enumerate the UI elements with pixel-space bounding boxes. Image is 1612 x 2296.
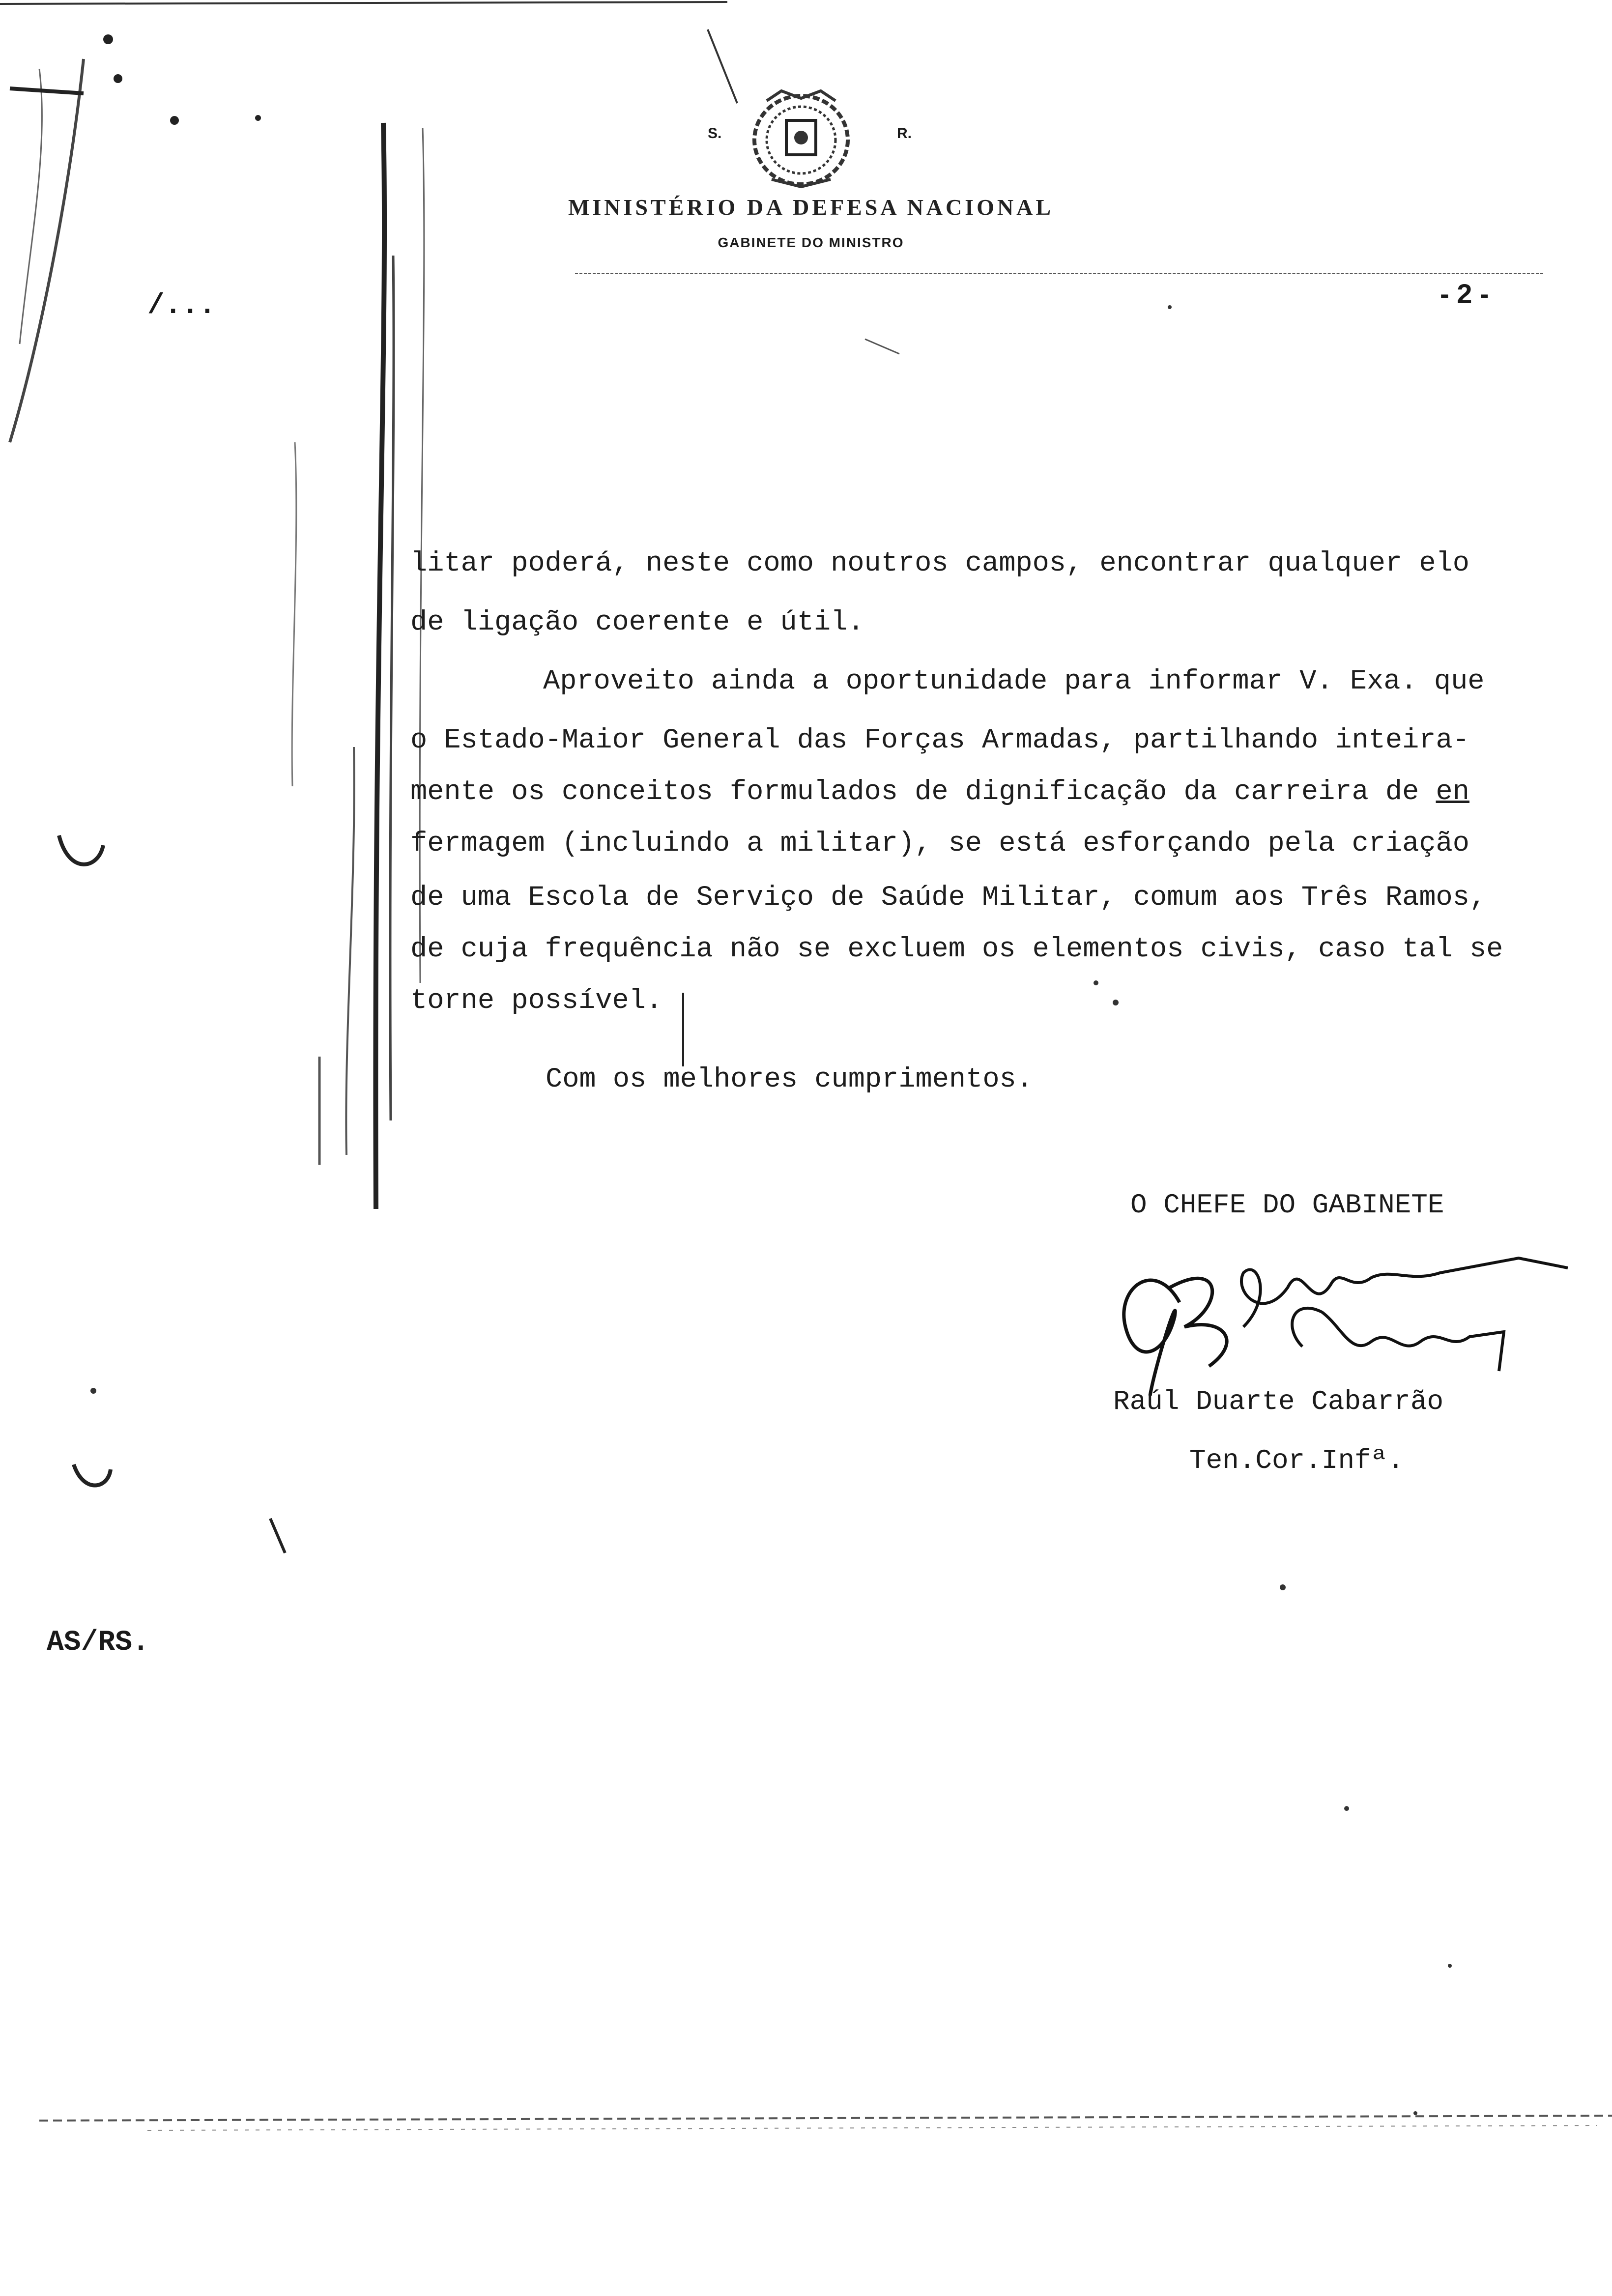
body-line-5	[410, 776, 1469, 808]
body-line-2: de ligação coerente e útil.	[410, 607, 864, 638]
reference-initials: AS/RS.	[47, 1627, 149, 1659]
body-line-8: de cuja frequência não se excluem os elementos civis, caso tal se	[410, 934, 1503, 965]
body-line-7: de uma Escola de Serviço de Saúde Militar, comum aos Três Ramos,	[410, 882, 1487, 914]
signer-rank: Ten.Cor.Infª.	[1189, 1445, 1404, 1476]
body-line-9: torne possível.	[410, 985, 663, 1017]
body-line-4: o Estado-Maior General das Forças Armadas, partilhando inteira-	[410, 725, 1469, 756]
letterhead-initial-right: R.	[897, 125, 912, 142]
closing-line: Com os melhores cumprimentos.	[546, 1064, 1033, 1095]
letterhead-initial-left: S.	[708, 125, 722, 142]
ministry-title: MINISTÉRIO DA DEFESA NACIONAL	[568, 195, 1054, 220]
chief-title: O CHEFE DO GABINETE	[1130, 1189, 1444, 1221]
page-number: - 2 -	[1440, 278, 1489, 309]
signer-name: Raúl Duarte Cabarrão	[1113, 1386, 1444, 1417]
body-line-5-text: mente os conceitos formulados de dignificação da carreira de	[410, 776, 1436, 808]
body-line-5-underlined: en	[1436, 776, 1469, 808]
cabinet-subtitle: GABINETE DO MINISTRO	[718, 235, 904, 250]
body-line-3: Aproveito ainda a oportunidade para informar V. Exa. que	[543, 666, 1485, 697]
body-line-1: litar poderá, neste como noutros campos, encontrar qualquer elo	[410, 548, 1469, 579]
continuation-marker: /...	[147, 290, 216, 322]
header-divider	[575, 273, 1543, 274]
coat-of-arms-icon	[737, 81, 865, 194]
body-line-6: fermagem (incluindo a militar), se está esforçando pela criação	[410, 828, 1469, 860]
